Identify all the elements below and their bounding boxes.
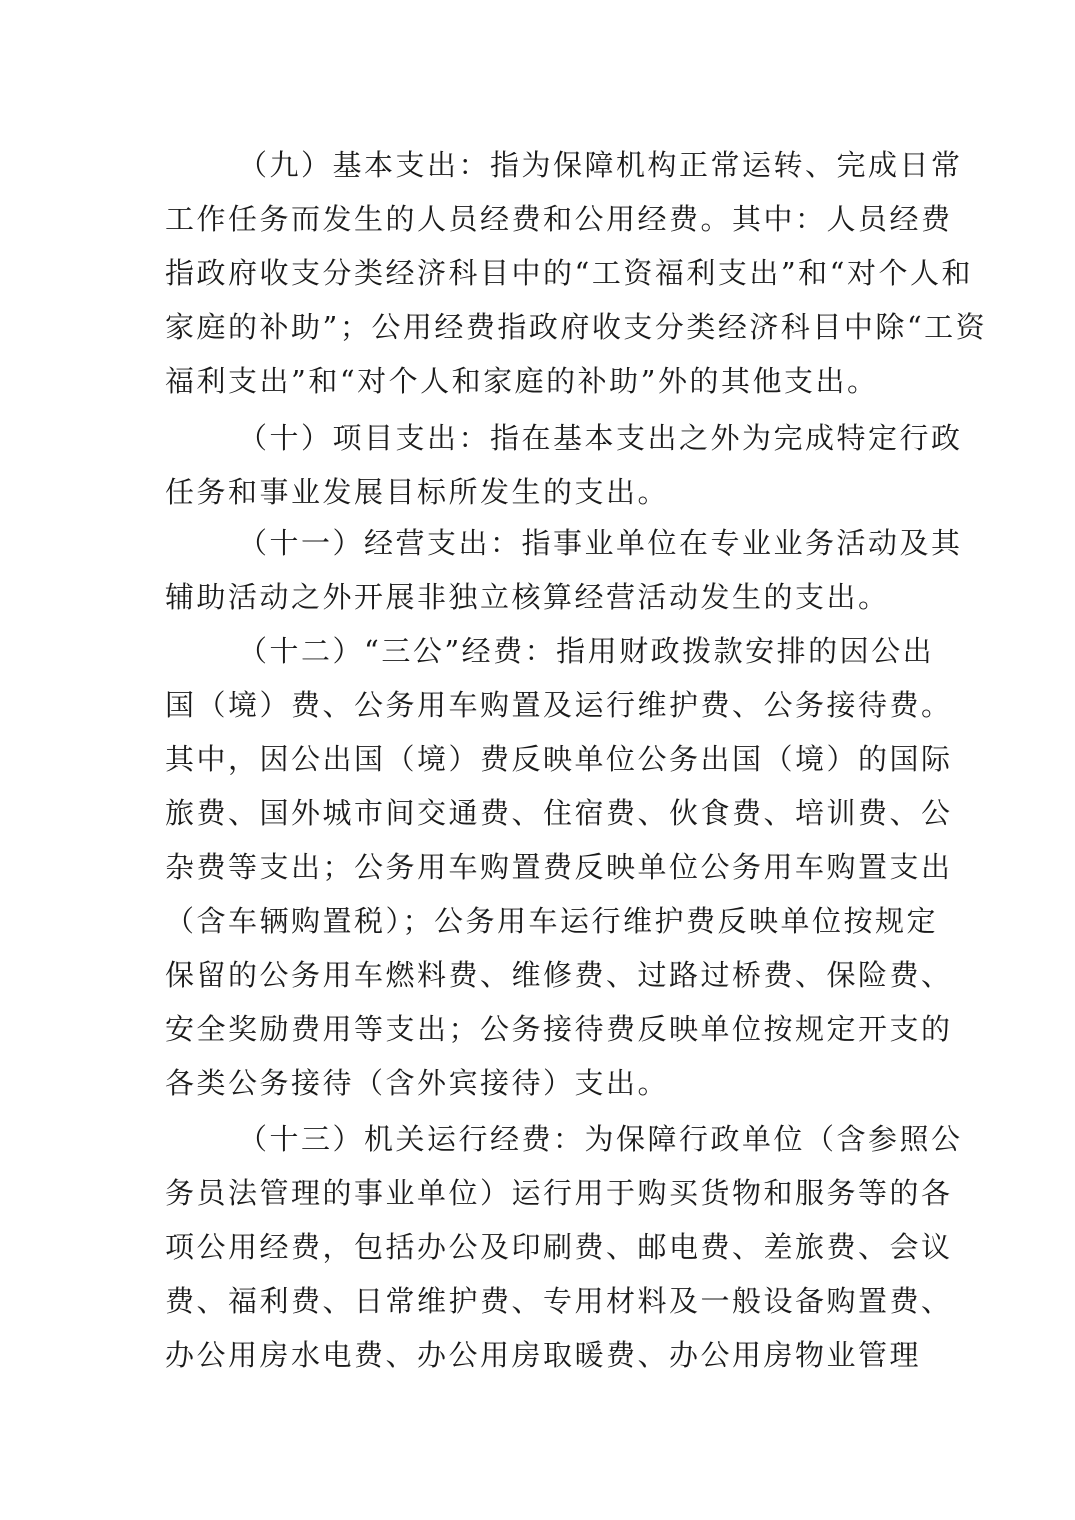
paragraph-9-line-2: 工作任务而发生的人员经费和公用经费。其中：人员经费	[165, 202, 953, 236]
paragraph-12-line-3: 其中，因公出国（境）费反映单位公务出国（境）的国际	[165, 742, 953, 776]
paragraph-12-line-5: 杂费等支出；公务用车购置费反映单位公务用车购置支出	[165, 850, 953, 884]
paragraph-9-line-3: 指政府收支分类经济科目中的“工资福利支出”和“对个人和	[165, 256, 973, 290]
paragraph-12-line-2: 国（境）费、公务用车购置及运行维护费、公务接待费。	[165, 688, 953, 722]
paragraph-12-line-6: （含车辆购置税）；公务用车运行维护费反映单位按规定	[165, 904, 939, 938]
paragraph-12-line-4: 旅费、国外城市间交通费、住宿费、伙食费、培训费、公	[165, 796, 953, 830]
paragraph-13-line-2: 务员法管理的事业单位）运行用于购买货物和服务等的各	[165, 1176, 953, 1210]
paragraph-12-line-1: （十二）“三公”经费：指用财政拨款安排的因公出	[238, 634, 935, 668]
paragraph-11-line-2: 辅助活动之外开展非独立核算经营活动发生的支出。	[165, 580, 890, 614]
paragraph-11-line-1: （十一）经营支出：指事业单位在专业业务活动及其	[238, 526, 963, 560]
paragraph-12-line-7: 保留的公务用车燃料费、维修费、过路过桥费、保险费、	[165, 958, 953, 992]
paragraph-9-line-1: （九）基本支出：指为保障机构正常运转、完成日常	[238, 148, 963, 182]
paragraph-12-line-9: 各类公务接待（含外宾接待）支出。	[165, 1066, 670, 1100]
paragraph-13-line-1: （十三）机关运行经费：为保障行政单位（含参照公	[238, 1122, 963, 1156]
paragraph-13-line-5: 办公用房水电费、办公用房取暖费、办公用房物业管理	[165, 1338, 922, 1372]
paragraph-13-line-4: 费、福利费、日常维护费、专用材料及一般设备购置费、	[165, 1284, 953, 1318]
paragraph-9-line-5: 福利支出”和“对个人和家庭的补助”外的其他支出。	[165, 364, 879, 398]
paragraph-13-line-3: 项公用经费，包括办公及印刷费、邮电费、差旅费、会议	[165, 1230, 953, 1264]
paragraph-10-line-2: 任务和事业发展目标所发生的支出。	[165, 475, 670, 509]
paragraph-9-line-4: 家庭的补助”；公用经费指政府收支分类经济科目中除“工资	[165, 310, 988, 344]
paragraph-12-line-8: 安全奖励费用等支出；公务接待费反映单位按规定开支的	[165, 1012, 953, 1046]
paragraph-10-line-1: （十）项目支出：指在基本支出之外为完成特定行政	[238, 421, 963, 455]
